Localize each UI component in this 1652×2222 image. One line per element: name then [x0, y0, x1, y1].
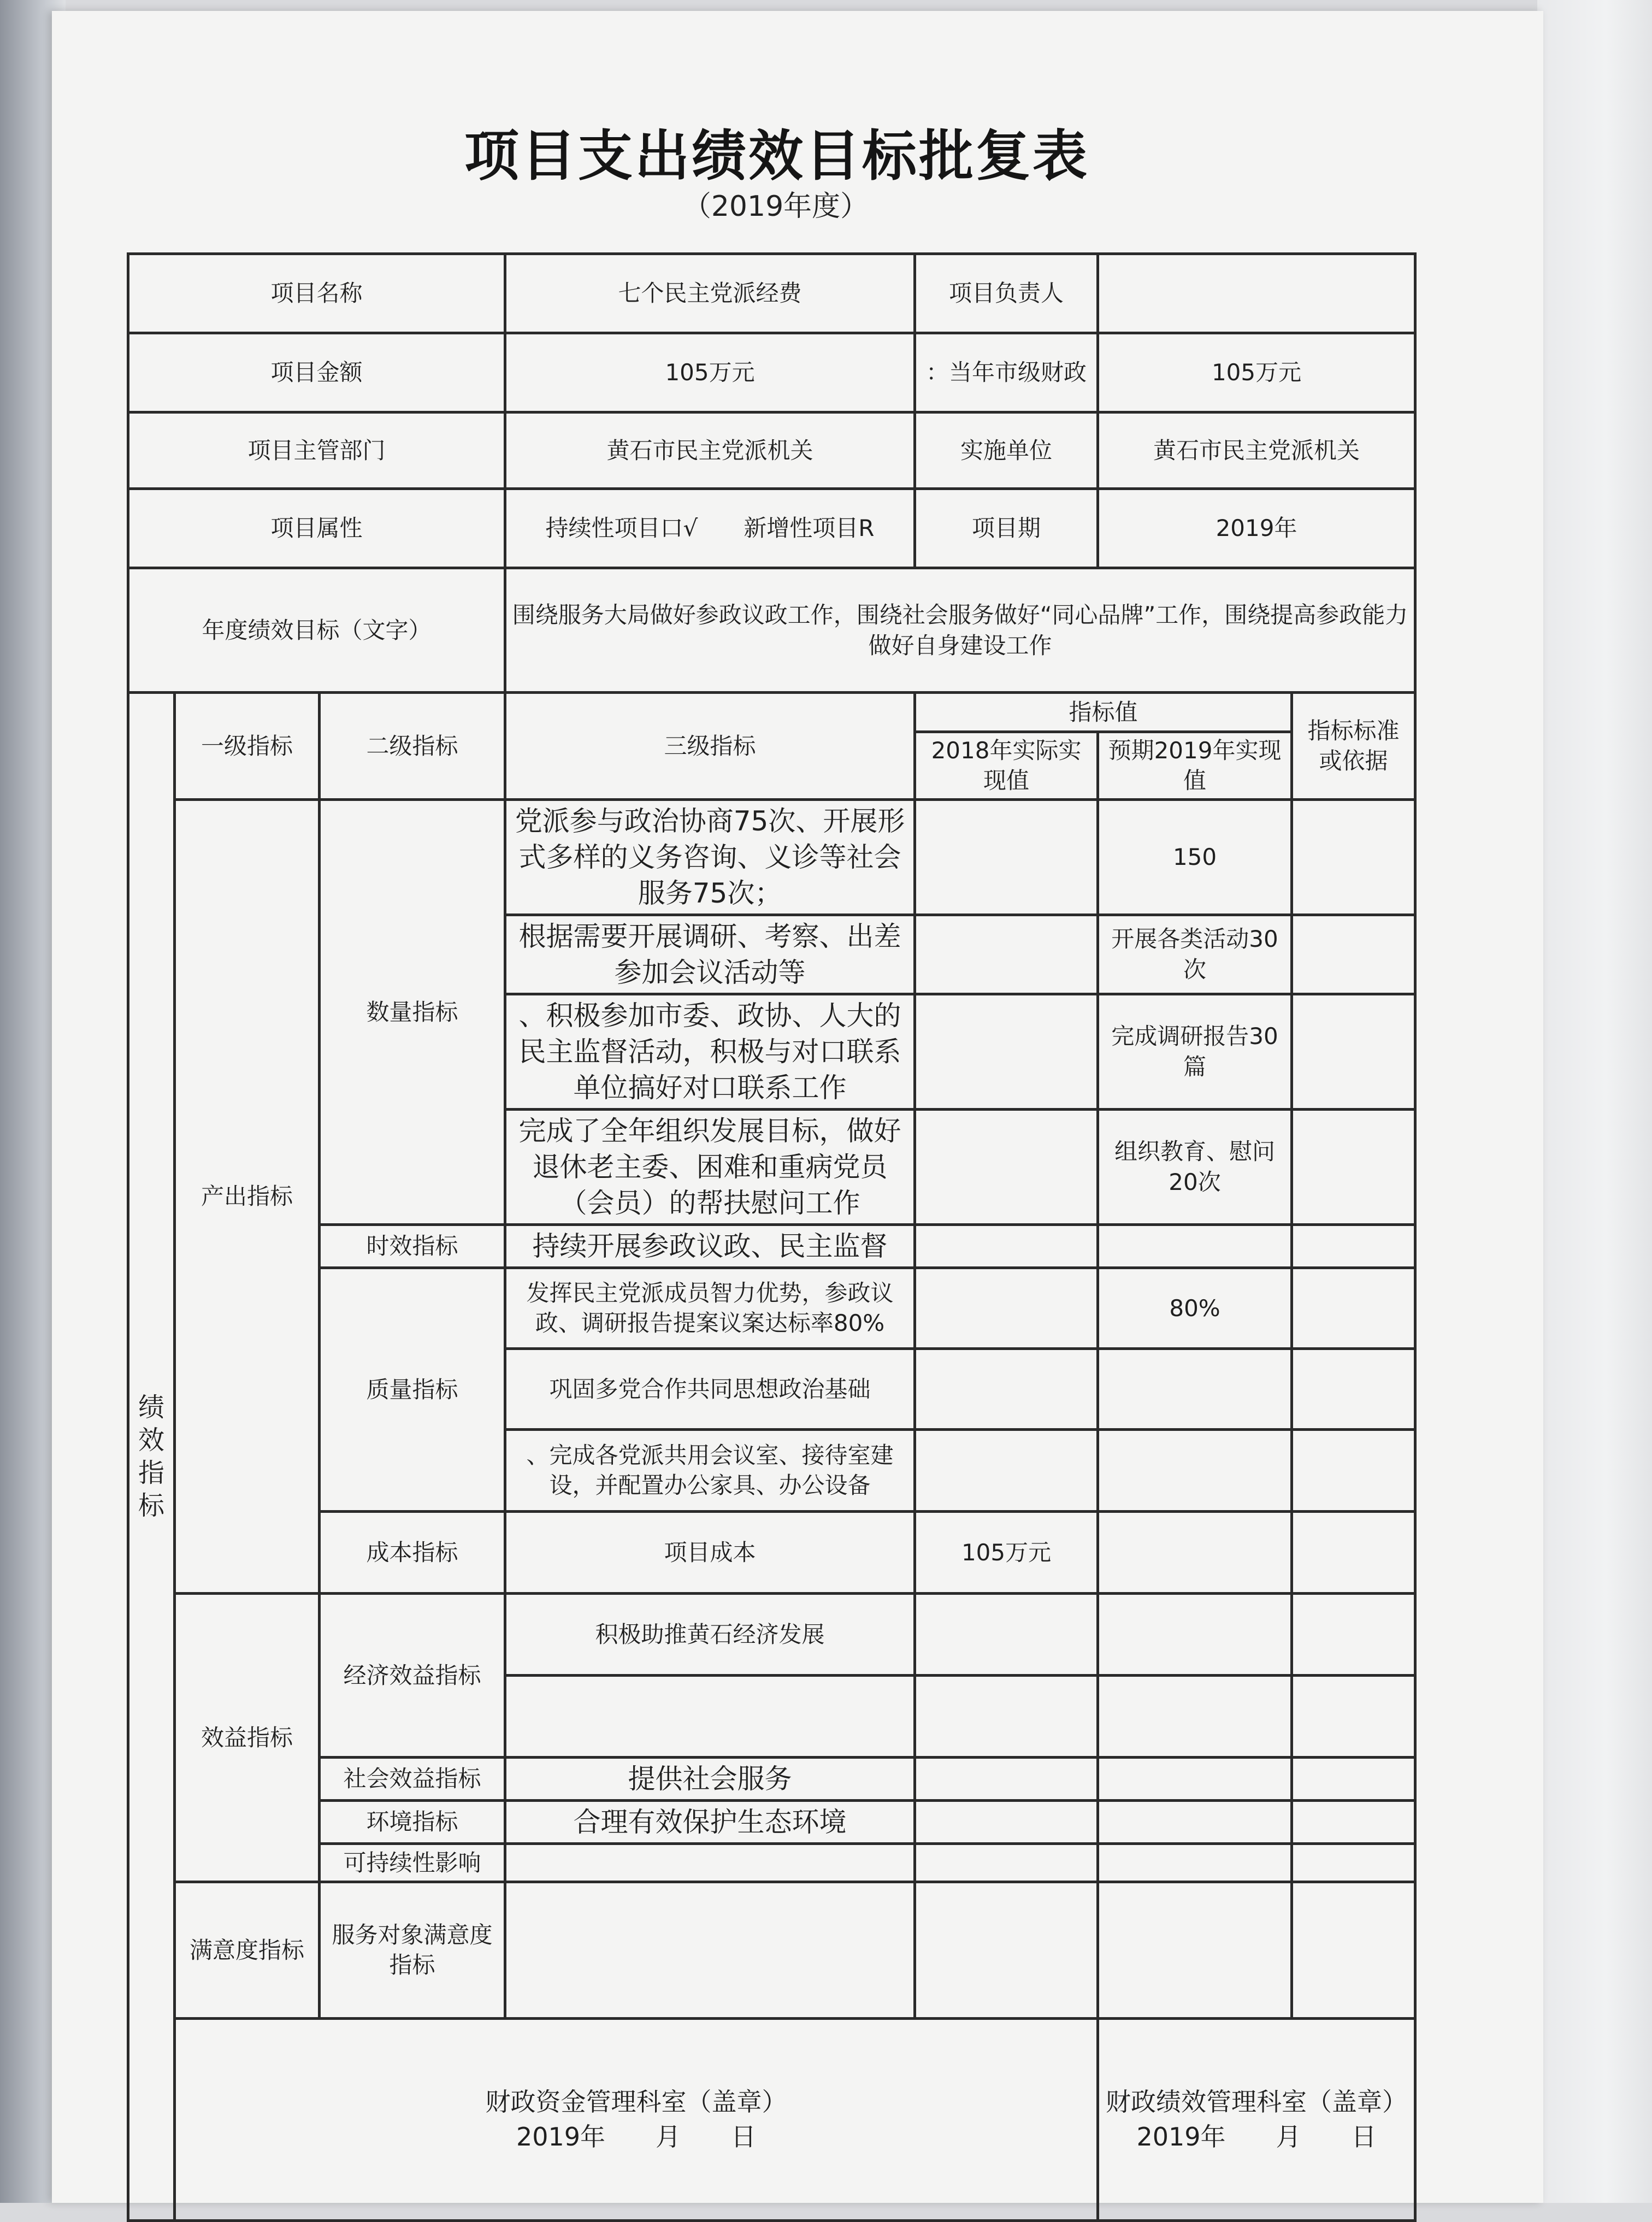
- background-right-edge: [1537, 0, 1652, 2203]
- quantity-item-1-2019: 150: [1098, 799, 1292, 915]
- quality-item-3-standard: [1292, 1429, 1415, 1511]
- quantity-item-3-standard: [1292, 994, 1415, 1109]
- dept-value: 黄石市民主党派机关: [505, 412, 915, 489]
- economic-benefit-2-2019: [1098, 1675, 1292, 1757]
- quantity-item-2-2018: [915, 915, 1098, 994]
- quality-item-3-2018: [915, 1429, 1098, 1511]
- quantity-item-4-2019: 组织教育、慰问20次: [1098, 1109, 1292, 1224]
- col-standard-header: 指标标准或依据: [1292, 693, 1415, 800]
- social-benefit-2019: [1098, 1757, 1292, 1800]
- quantity-item-2-2019: 开展各类活动30次: [1098, 915, 1292, 994]
- quantity-item-3-2018: [915, 994, 1098, 1109]
- document-title: 项目支出绩效目标批复表: [464, 124, 1089, 188]
- project-name-value: 七个民主党派经费: [505, 254, 915, 333]
- economic-benefit-standard: [1292, 1593, 1415, 1675]
- col-level1-header: 一级指标: [175, 693, 320, 800]
- attr-label: 项目属性: [128, 489, 505, 568]
- quantity-item-1-2018: [915, 799, 1098, 915]
- city-finance-label: ：当年市级财政: [915, 333, 1098, 412]
- environment-indicator-label: 环境指标: [320, 1800, 505, 1843]
- col-level2-header: 二级指标: [320, 693, 505, 800]
- quantity-item-4-standard: [1292, 1109, 1415, 1224]
- footer-right-seal-area: [1098, 2018, 1415, 2220]
- satisfaction-2019: [1098, 1882, 1292, 2018]
- cost-item: 项目成本: [505, 1511, 915, 1593]
- cost-2018: 105万元: [915, 1511, 1098, 1593]
- footer-left-office: 财政资金管理科室（盖章）: [485, 2087, 787, 2117]
- quality-item-3-2019: [1098, 1429, 1292, 1511]
- quality-item-2-standard: [1292, 1348, 1415, 1429]
- city-finance-value: 105万元: [1098, 333, 1415, 412]
- service-satisfaction-label: 服务对象满意度指标: [320, 1882, 505, 2018]
- leader-label: 项目负责人: [915, 254, 1098, 333]
- environment-2018: [915, 1800, 1098, 1843]
- quantity-item-3: 、积极参加市委、政协、人大的民主监督活动，积极与对口联系单位搞好对口联系工作: [505, 994, 915, 1109]
- approval-form-table: [127, 252, 1417, 2222]
- leader-value: [1098, 254, 1415, 333]
- satisfaction-item: [505, 1882, 915, 2018]
- document-subtitle: （2019年度）: [682, 190, 869, 223]
- attr-value: 持续性项目口√ 新增性项目R: [505, 489, 915, 568]
- timeliness-2019: [1098, 1224, 1292, 1268]
- timeliness-standard: [1292, 1224, 1415, 1268]
- economic-benefit-2018: [915, 1593, 1098, 1675]
- amount-label: 项目金额: [128, 333, 505, 412]
- col-value-group-header: 指标值: [915, 693, 1292, 732]
- impl-unit-label: 实施单位: [915, 412, 1098, 489]
- timeliness-2018: [915, 1224, 1098, 1268]
- col-2019-header: 预期2019年实现值: [1098, 732, 1292, 800]
- footer-left-seal-area: [175, 2018, 1098, 2220]
- social-benefit-item: 提供社会服务: [505, 1757, 915, 1800]
- period-value: 2019年: [1098, 489, 1415, 568]
- quality-item-1-2019: 80%: [1098, 1268, 1292, 1348]
- quantity-item-2: 根据需要开展调研、考察、出差参加会议活动等: [505, 915, 915, 994]
- impl-unit-value: 黄石市民主党派机关: [1098, 412, 1415, 489]
- cost-indicator-label: 成本指标: [320, 1511, 505, 1593]
- benefit-indicator-label: 效益指标: [175, 1593, 320, 1882]
- economic-benefit-2-standard: [1292, 1675, 1415, 1757]
- economic-benefit-2-2018: [915, 1675, 1098, 1757]
- quantity-item-4: 完成了全年组织发展目标，做好退休老主委、困难和重病党员（会员）的帮扶慰问工作: [505, 1109, 915, 1224]
- quantity-item-4-2018: [915, 1109, 1098, 1224]
- output-indicator-label: 产出指标: [175, 799, 320, 1593]
- social-benefit-standard: [1292, 1757, 1415, 1800]
- project-name-label: 项目名称: [128, 254, 505, 333]
- footer-right-office: 财政绩效管理科室（盖章）: [1106, 2087, 1408, 2117]
- dept-label: 项目主管部门: [128, 412, 505, 489]
- quantity-item-1-standard: [1292, 799, 1415, 915]
- sustainability-label: 可持续性影响: [320, 1843, 505, 1882]
- quality-item-2-2018: [915, 1348, 1098, 1429]
- quality-item-1-2018: [915, 1268, 1098, 1348]
- sustainability-item: [505, 1843, 915, 1882]
- quality-item-3: 、完成各党派共用会议室、接待室建设，并配置办公家具、办公设备: [505, 1429, 915, 1511]
- economic-benefit-2019: [1098, 1593, 1292, 1675]
- economic-benefit-label: 经济效益指标: [320, 1593, 505, 1757]
- environment-2019: [1098, 1800, 1292, 1843]
- amount-value: 105万元: [505, 333, 915, 412]
- quality-item-2-2019: [1098, 1348, 1292, 1429]
- quantity-indicator-label: 数量指标: [320, 799, 505, 1224]
- period-label: 项目期: [915, 489, 1098, 568]
- social-benefit-label: 社会效益指标: [320, 1757, 505, 1800]
- satisfaction-2018: [915, 1882, 1098, 2018]
- satisfaction-indicator-label: 满意度指标: [175, 1882, 320, 2018]
- quality-indicator-label: 质量指标: [320, 1268, 505, 1511]
- goal-label: 年度绩效目标（文字）: [128, 568, 505, 693]
- sustainability-2019: [1098, 1843, 1292, 1882]
- footer-right-date: 2019年 月 日: [1136, 2122, 1377, 2152]
- cost-2019: [1098, 1511, 1292, 1593]
- quality-item-1: 发挥民主党派成员智力优势，参政议政、调研报告提案议案达标率80%: [505, 1268, 915, 1348]
- performance-indicators-side-label: 绩效指标: [128, 693, 175, 2221]
- quantity-item-2-standard: [1292, 915, 1415, 994]
- col-2018-header: 2018年实际实现值: [915, 732, 1098, 800]
- economic-benefit-item-2: [505, 1675, 915, 1757]
- quantity-item-3-2019: 完成调研报告30篇: [1098, 994, 1292, 1109]
- sustainability-standard: [1292, 1843, 1415, 1882]
- footer-left-date: 2019年 月 日: [516, 2122, 757, 2152]
- economic-benefit-item: 积极助推黄石经济发展: [505, 1593, 915, 1675]
- sustainability-2018: [915, 1843, 1098, 1882]
- social-benefit-2018: [915, 1757, 1098, 1800]
- quantity-item-1: 党派参与政治协商75次、开展形式多样的义务咨询、义诊等社会服务75次；: [505, 799, 915, 915]
- cost-standard: [1292, 1511, 1415, 1593]
- environment-standard: [1292, 1800, 1415, 1843]
- col-level3-header: 三级指标: [505, 693, 915, 800]
- timeliness-indicator-label: 时效指标: [320, 1224, 505, 1268]
- goal-text: 围绕服务大局做好参政议政工作，围绕社会服务做好“同心品牌”工作，围绕提高参政能力做好自身建设工作: [505, 568, 1415, 693]
- satisfaction-standard: [1292, 1882, 1415, 2018]
- timeliness-item: 持续开展参政议政、民主监督: [505, 1224, 915, 1268]
- quality-item-1-standard: [1292, 1268, 1415, 1348]
- environment-item: 合理有效保护生态环境: [505, 1800, 915, 1843]
- quality-item-2: 巩固多党合作共同思想政治基础: [505, 1348, 915, 1429]
